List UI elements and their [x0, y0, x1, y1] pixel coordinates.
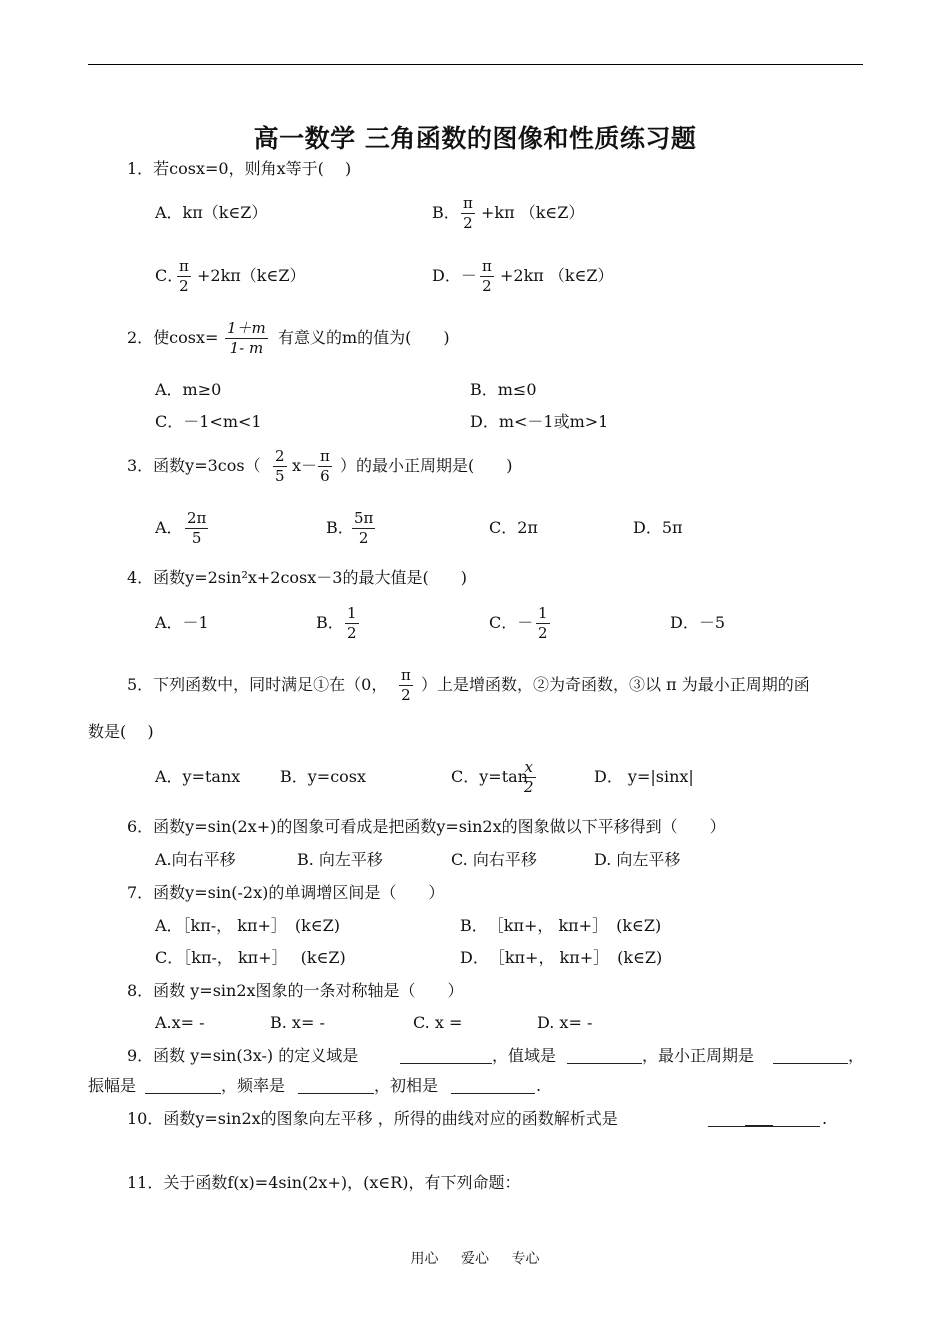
q9-frequency-blank — [298, 1093, 374, 1094]
q5-stem-end: ）上是增函数，②为奇函数，③以 π 为最小正周期的函 — [421, 675, 810, 694]
q2-stem-end: 有意义的m的值为( ) — [278, 328, 450, 347]
q3-fraction-pi-6: π 6 — [320, 447, 330, 485]
q3-stem-start: 3．函数y=3cos（ — [127, 456, 261, 475]
q5-option-b: B．y=cosx — [280, 767, 367, 786]
page-footer — [0, 1248, 950, 1268]
q7-option-c: C．［kπ-， kπ+］ (k∈Z) — [155, 948, 346, 967]
q7-option-b: B． ［kπ+， kπ+］ (k∈Z) — [460, 916, 662, 935]
q6-option-c: C. 向右平移 — [451, 850, 537, 869]
q6-option-b: B. 向左平移 — [297, 850, 383, 869]
q1-option-c-label: C． — [155, 266, 184, 285]
q3-option-b-label: B． — [326, 518, 354, 537]
q9-line2-text-a: 振幅是 — [88, 1076, 137, 1095]
q1-option-b-tail: +kπ （k∈Z） — [481, 203, 585, 222]
q8-option-d: D. x= - — [537, 1013, 593, 1032]
header-rule — [88, 64, 863, 65]
q1-option-d-fraction: π 2 — [482, 257, 492, 295]
q6-stem: 6．函数y=sin(2x+)的图象可看成是把函数y=sin2x的图象做以下平移得到（ ） — [127, 817, 726, 836]
footer-word-3: 专心 — [511, 1251, 540, 1267]
q10-stem: 10．函数y=sin2x的图象向左平移 ，所得的曲线对应的函数解析式是 — [127, 1109, 618, 1128]
q4-option-a: A．－1 — [155, 613, 209, 632]
q4-option-c-fraction: 1 2 — [538, 604, 548, 642]
page-title: 高一数学 三角函数的图像和性质练习题 — [253, 124, 697, 153]
q3-option-a-label: A． — [155, 518, 183, 537]
q9-range-blank — [567, 1063, 642, 1064]
q8-option-a: A.x= - — [155, 1013, 205, 1032]
q2-option-d: D．m<－1或m>1 — [470, 412, 609, 431]
q9-line1-text-d: ， — [848, 1046, 865, 1065]
q5-option-c-fraction: x 2 — [524, 758, 534, 796]
q9-initial-phase-blank — [451, 1093, 535, 1094]
q2-stem-start: 2．使cosx= — [127, 328, 219, 347]
q4-stem: 4．函数y=2sin²x+2cosx－3的最大值是( ) — [127, 568, 467, 587]
q2-fraction: 1＋m 1- m — [227, 319, 266, 357]
q3-stem-middle: x－ — [292, 456, 318, 475]
q5-fraction: π 2 — [401, 666, 411, 704]
q4-option-b-label: B． — [316, 613, 344, 632]
footer-word-1: 用心 — [410, 1251, 439, 1267]
q1-option-c-tail: +2kπ（k∈Z） — [197, 266, 306, 285]
q9-line1-text-c: ，最小正周期是 — [642, 1046, 755, 1065]
q4-option-d: D．－5 — [670, 613, 726, 632]
q8-option-b: B. x= - — [270, 1013, 325, 1032]
q9-line1-text-a: 9．函数 y=sin(3x-) 的定义域是 — [127, 1046, 359, 1065]
q6-option-a: A.向右平移 — [155, 850, 236, 869]
q5-stem-start: 5．下列函数中，同时满足①在（0， — [127, 675, 388, 694]
q5-option-c: C．y=tan — [451, 767, 528, 786]
q9-line2-text-c: ，初相是 — [374, 1076, 439, 1095]
q9-line2-text-b: ，频率是 — [221, 1076, 286, 1095]
q9-domain-blank — [400, 1063, 492, 1064]
q3-option-d: D．5π — [633, 518, 683, 537]
q7-stem: 7．函数y=sin(-2x)的单调增区间是（ ） — [127, 883, 445, 902]
q1-option-d-tail: +2kπ （k∈Z） — [500, 266, 614, 285]
q9-line1-text-b: ，值域是 — [492, 1046, 557, 1065]
q9-period-blank — [773, 1063, 848, 1064]
q1-option-d-label: D．－ — [432, 266, 477, 285]
q1-option-b-fraction: π 2 — [463, 194, 473, 232]
q1-stem: 1．若cosx=0，则角x等于( ) — [127, 159, 352, 178]
q4-option-c-label: C．－ — [489, 613, 534, 632]
q3-option-a-fraction: 2π 5 — [187, 509, 207, 547]
q6-option-d: D. 向左平移 — [594, 850, 681, 869]
q9-amplitude-blank — [145, 1093, 221, 1094]
q3-stem-end: ）的最小正周期是( ) — [340, 456, 513, 475]
q10-answer-blank-accent — [745, 1125, 773, 1127]
q5-option-d: D． y=|sinx| — [594, 767, 694, 786]
q8-option-c: C. x = — [413, 1013, 463, 1032]
q1-option-c-fraction: π 2 — [179, 257, 189, 295]
q9-line2-text-d: . — [536, 1076, 542, 1095]
q2-option-b: B．m≤0 — [470, 380, 537, 399]
q5-stem-line2: 数是( ) — [88, 722, 154, 741]
q8-stem: 8．函数 y=sin2x图象的一条对称轴是（ ） — [127, 981, 464, 1000]
q1-option-a: A．kπ（k∈Z） — [155, 203, 268, 222]
q11-stem: 11．关于函数f(x)=4sin(2x+)，(x∈R)，有下列命题： — [127, 1173, 521, 1192]
footer-word-2: 爱心 — [461, 1251, 489, 1267]
q10-stem-end: . — [822, 1109, 828, 1128]
q2-option-a: A．m≥0 — [155, 380, 222, 399]
q3-option-b-fraction: 5π 2 — [354, 509, 374, 547]
q7-option-a: A．［kπ-， kπ+］ (k∈Z) — [155, 916, 341, 935]
q3-option-c: C．2π — [489, 518, 538, 537]
q2-option-c: C．－1<m<1 — [155, 412, 262, 431]
q1-option-b-label: B． — [432, 203, 460, 222]
q3-fraction-2-5: 2 5 — [275, 447, 285, 485]
q7-option-d: D． ［kπ+， kπ+］ (k∈Z) — [460, 948, 663, 967]
q5-option-a: A．y=tanx — [155, 767, 241, 786]
q4-option-b-fraction: 1 2 — [347, 604, 357, 642]
